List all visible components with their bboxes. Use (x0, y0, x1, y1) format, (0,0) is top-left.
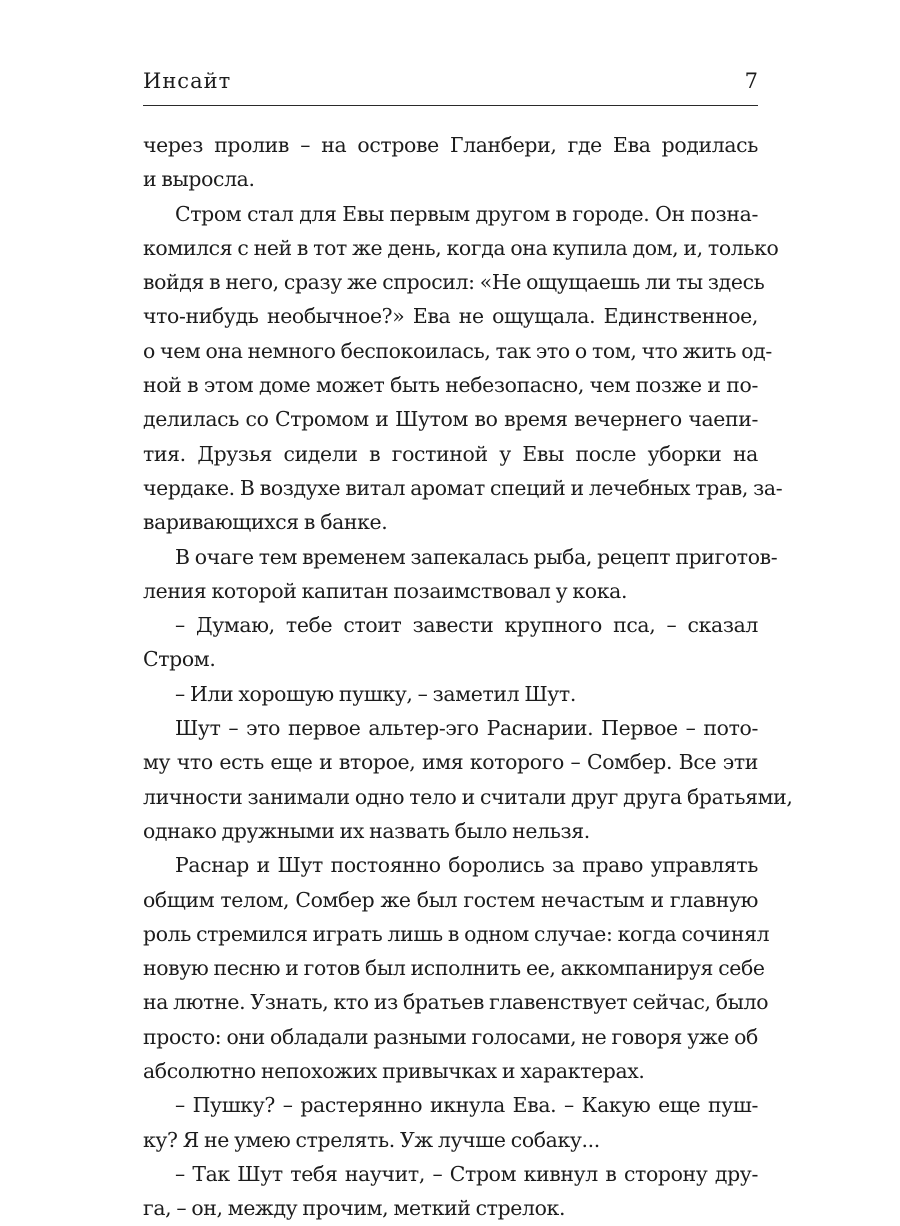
text-line: ления которой капитан позаимствовал у кока. (143, 578, 628, 603)
text-line: варивающихся в банке. (143, 510, 388, 535)
text-line: – Пушку? – растерянно икнула Ева. – Какую еще пуш- (175, 1093, 758, 1118)
running-head (143, 66, 758, 100)
text-line: тия. Друзья сидели в гостиной у Евы после уборки на (143, 441, 758, 466)
text-line: через пролив – на острове Гланбери, где Ева родилась (143, 133, 758, 157)
text-line: Стром. (143, 647, 216, 672)
text-line: му что есть еще и второе, имя которого – Сомбер. Все эти (143, 750, 758, 775)
text-line: что-нибудь необычное?» Ева не ощущала. Единственное, (143, 304, 758, 329)
text-line: чердаке. В воздухе витал аромат специй и лечебных трав, за- (143, 475, 783, 500)
text-line: новую песню и готов был исполнить ее, аккомпанируя себе (143, 956, 765, 981)
text-line: га, – он, между прочим, меткий стрелок. (143, 1196, 566, 1221)
text-line: делилась со Стромом и Шутом во время вечернего чаепи- (143, 407, 758, 432)
text-line: общим телом, Сомбер же был гостем нечастым и главную (143, 887, 758, 912)
text-line: В очаге тем временем запекалась рыба, рецепт приготов- (175, 544, 778, 569)
text-line: Раснар и Шут постоянно боролись за право управлять (175, 853, 758, 878)
text-line: – Так Шут тебя научит, – Стром кивнул в сторону дру- (175, 1161, 758, 1186)
text-line: ку? Я не умею стрелять. Уж лучше собаку... (143, 1127, 600, 1152)
text-line: на лютне. Узнать, кто из братьев главенствует сейчас, было (143, 990, 769, 1015)
page-number: 7 (744, 69, 758, 93)
text-line: личности занимали одно тело и считали друг друга братьями, (143, 784, 793, 809)
text-line: просто: они обладали разными голосами, не говоря уже об (143, 1024, 758, 1049)
text-line: Стром стал для Евы первым другом в городе. Он позна- (175, 201, 758, 226)
body-text (143, 128, 793, 1226)
text-line: однако дружными их назвать было нельзя. (143, 818, 590, 843)
text-line: – Думаю, тебе стоит завести крупного пса, – сказал (175, 613, 758, 638)
running-title: Инсайт (143, 69, 232, 93)
text-line: роль стремился играть лишь в одном случае: когда сочинял (143, 921, 770, 946)
text-line: – Или хорошую пушку, – заметил Шут. (175, 681, 576, 706)
text-line: Шут – это первое альтер-эго Раснарии. Первое – пото- (175, 716, 758, 741)
text-line: и выросла. (143, 167, 255, 192)
text-line: ной в этом доме может быть небезопасно, чем позже и по- (143, 373, 758, 398)
text-line: комился с ней в тот же день, когда она купила дом, и, только (143, 235, 779, 260)
text-line: абсолютно непохожих привычках и характерах. (143, 1059, 645, 1084)
header-rule (143, 105, 758, 106)
text-line: о чем она немного беспокоилась, так это о том, что жить од- (143, 338, 772, 363)
text-line: войдя в него, сразу же спросил: «Не ощущаешь ли ты здесь (143, 270, 765, 295)
